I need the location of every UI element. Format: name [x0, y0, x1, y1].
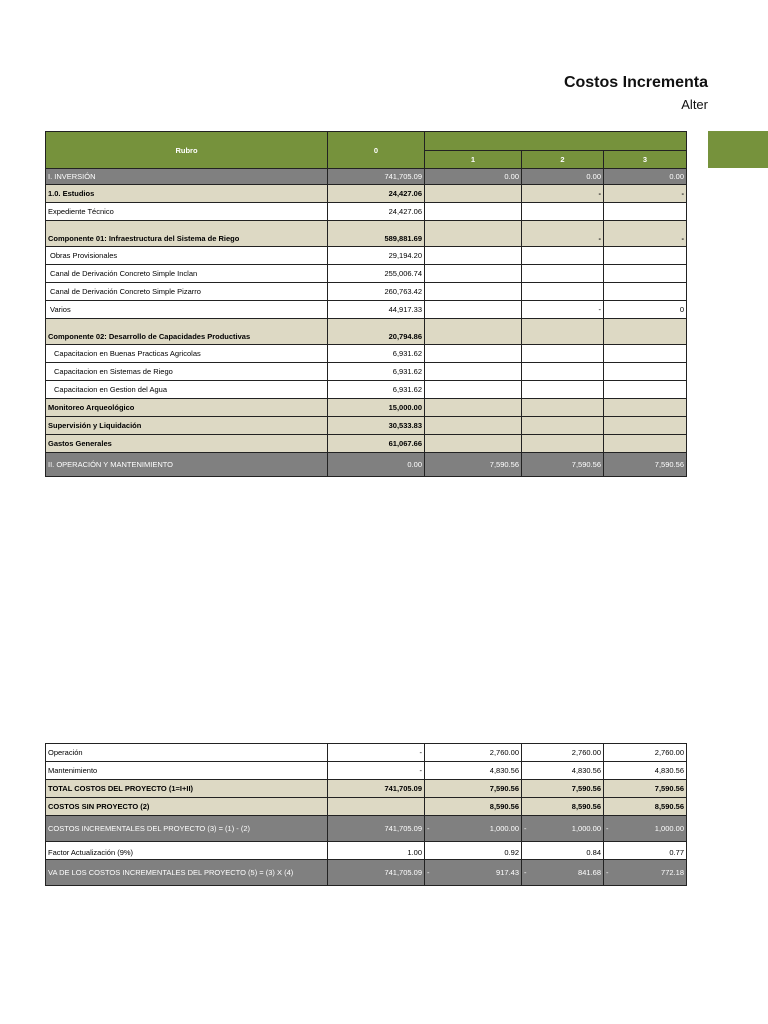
cell-y2 — [522, 381, 604, 399]
cell-y0: 741,705.09 — [328, 816, 425, 842]
minus-sign: - — [427, 868, 430, 877]
minus-sign: - — [427, 824, 430, 833]
header-year-2: 2 — [522, 150, 604, 169]
cell-y0: 255,006.74 — [328, 265, 425, 283]
page-title: Costos Incrementa — [563, 74, 708, 91]
cell-y3 — [604, 381, 687, 399]
table-row — [46, 860, 687, 886]
cell-y3: - 772.18 — [604, 860, 687, 886]
cell-y3 — [604, 435, 687, 453]
cell-y3: 8,590.56 — [604, 798, 687, 816]
cell-y2: - — [522, 185, 604, 203]
table-row — [46, 185, 687, 203]
table-row — [46, 319, 687, 345]
table-row — [46, 453, 687, 477]
cell-y2 — [522, 345, 604, 363]
cell-y3 — [604, 345, 687, 363]
cell-y3 — [604, 399, 687, 417]
cell-y1 — [425, 265, 522, 283]
cell-y3 — [604, 363, 687, 381]
table-row — [46, 221, 687, 247]
cell-y3: 7,590.56 — [604, 453, 687, 477]
cell-y0: 24,427.06 — [328, 185, 425, 203]
row-label: I. INVERSIÓN — [46, 169, 328, 185]
row-label: Expediente Técnico — [46, 203, 328, 221]
cell-y2 — [522, 363, 604, 381]
row-label: Capacitacion en Sistemas de Riego — [46, 363, 328, 381]
cell-y2 — [522, 399, 604, 417]
cell-y1 — [425, 247, 522, 265]
minus-sign: - — [524, 824, 527, 833]
row-label: Operación — [46, 744, 328, 762]
cell-y1: 8,590.56 — [425, 798, 522, 816]
cell-y3 — [604, 319, 687, 345]
table-row — [46, 744, 687, 762]
cell-y0: 20,794.86 — [328, 319, 425, 345]
cell-y2 — [522, 247, 604, 265]
cell-y3: - 1,000.00 — [604, 816, 687, 842]
cell-y3: - — [604, 221, 687, 247]
table-row — [46, 816, 687, 842]
cell-y3 — [604, 283, 687, 301]
row-label: TOTAL COSTOS DEL PROYECTO (1=I+II) — [46, 780, 328, 798]
cell-y3: 0.00 — [604, 169, 687, 185]
row-label: 1.0. Estudios — [46, 185, 328, 203]
table-row — [46, 247, 687, 265]
table-row — [46, 798, 687, 816]
cell-y1: 2,760.00 — [425, 744, 522, 762]
cell-y2: 0.84 — [522, 842, 604, 860]
row-label: COSTOS SIN PROYECTO (2) — [46, 798, 328, 816]
cell-y3: - — [604, 185, 687, 203]
row-label: COSTOS INCREMENTALES DEL PROYECTO (3) = (1) - (2) — [46, 816, 328, 842]
cell-y0: 0.00 — [328, 453, 425, 477]
cell-y1 — [425, 301, 522, 319]
cell-y0: 1.00 — [328, 842, 425, 860]
cell-y2 — [522, 265, 604, 283]
cell-y2: 8,590.56 — [522, 798, 604, 816]
cell-y1: - 917.43 — [425, 860, 522, 886]
row-label: Factor Actualización (9%) — [46, 842, 328, 860]
cell-y1: - 1,000.00 — [425, 816, 522, 842]
row-label: Componente 02: Desarrollo de Capacidades Productivas — [46, 319, 328, 345]
cell-y1 — [425, 345, 522, 363]
header-accent-band — [708, 131, 768, 168]
cell-y1 — [425, 283, 522, 301]
table-row — [46, 762, 687, 780]
cell-y3: 2,760.00 — [604, 744, 687, 762]
cell-y2 — [522, 203, 604, 221]
row-label: Obras Provisionales — [46, 247, 328, 265]
row-label: Supervisión y Liquidación — [46, 417, 328, 435]
cell-y1 — [425, 363, 522, 381]
cell-y2 — [522, 435, 604, 453]
minus-sign: - — [606, 868, 609, 877]
cell-y2: - 1,000.00 — [522, 816, 604, 842]
row-label: Mantenimiento — [46, 762, 328, 780]
cell-y2: 7,590.56 — [522, 780, 604, 798]
cell-y0: 30,533.83 — [328, 417, 425, 435]
cell-y2 — [522, 417, 604, 435]
header-year-3: 3 — [604, 150, 687, 169]
cell-y3 — [604, 247, 687, 265]
row-label: Canal de Derivación Concreto Simple Inclan — [46, 265, 328, 283]
table-row — [46, 435, 687, 453]
table-row — [46, 417, 687, 435]
minus-sign: - — [606, 824, 609, 833]
table-row — [46, 842, 687, 860]
cell-y1 — [425, 221, 522, 247]
page-subtitle: Alter — [681, 97, 708, 112]
cell-y0 — [328, 798, 425, 816]
cell-y3: 4,830.56 — [604, 762, 687, 780]
table-row — [46, 345, 687, 363]
table-row — [46, 381, 687, 399]
cell-y2: - 841.68 — [522, 860, 604, 886]
cell-y3 — [604, 265, 687, 283]
cell-y0: 6,931.62 — [328, 381, 425, 399]
header-year-0: 0 — [328, 132, 425, 169]
cell-y2 — [522, 319, 604, 345]
cell-y0: 741,705.09 — [328, 780, 425, 798]
cell-y0: 29,194.20 — [328, 247, 425, 265]
row-label: Monitoreo Arqueológico — [46, 399, 328, 417]
row-label: II. OPERACIÓN Y MANTENIMIENTO — [46, 453, 328, 477]
header-years-band — [425, 132, 687, 151]
cell-y1 — [425, 185, 522, 203]
cell-y0: - — [328, 762, 425, 780]
cell-y0: 741,705.09 — [328, 860, 425, 886]
investment-table — [45, 131, 687, 477]
cell-y3: 0 — [604, 301, 687, 319]
cell-y0: 6,931.62 — [328, 345, 425, 363]
cell-y0: 741,705.09 — [328, 169, 425, 185]
header-year-1: 1 — [425, 150, 522, 169]
cell-y1 — [425, 417, 522, 435]
table-row — [46, 301, 687, 319]
table-row — [46, 780, 687, 798]
cell-y0: - — [328, 744, 425, 762]
table-row — [46, 399, 687, 417]
table-row — [46, 283, 687, 301]
row-label: VA DE LOS COSTOS INCREMENTALES DEL PROYECTO (5) = (3) X (4) — [46, 860, 328, 886]
cell-y0: 15,000.00 — [328, 399, 425, 417]
cell-y1: 4,830.56 — [425, 762, 522, 780]
cell-y0: 260,763.42 — [328, 283, 425, 301]
cell-y3: 0.77 — [604, 842, 687, 860]
cell-y1: 0.00 — [425, 169, 522, 185]
cell-y2: 4,830.56 — [522, 762, 604, 780]
cell-y1: 0.92 — [425, 842, 522, 860]
cell-y2: - — [522, 221, 604, 247]
row-label: Capacitacion en Buenas Practicas Agricolas — [46, 345, 328, 363]
cell-y1 — [425, 435, 522, 453]
cell-y3 — [604, 417, 687, 435]
row-label: Capacitacion en Gestion del Agua — [46, 381, 328, 399]
cell-y2: 7,590.56 — [522, 453, 604, 477]
summary-table — [45, 743, 687, 886]
cell-y1: 7,590.56 — [425, 780, 522, 798]
row-label: Varios — [46, 301, 328, 319]
cell-y3: 7,590.56 — [604, 780, 687, 798]
cell-y3 — [604, 203, 687, 221]
cell-y2: 0.00 — [522, 169, 604, 185]
row-label: Gastos Generales — [46, 435, 328, 453]
row-label: Canal de Derivación Concreto Simple Pizarro — [46, 283, 328, 301]
cell-y2: - — [522, 301, 604, 319]
cell-y2: 2,760.00 — [522, 744, 604, 762]
cell-y0: 24,427.06 — [328, 203, 425, 221]
table-row — [46, 363, 687, 381]
cell-y2 — [522, 283, 604, 301]
cell-y0: 6,931.62 — [328, 363, 425, 381]
header-rubro: Rubro — [46, 132, 328, 169]
table-row — [46, 265, 687, 283]
cell-y0: 589,881.69 — [328, 221, 425, 247]
cell-y1 — [425, 381, 522, 399]
cell-y1 — [425, 399, 522, 417]
cell-y1: 7,590.56 — [425, 453, 522, 477]
table-row — [46, 203, 687, 221]
cell-y1 — [425, 319, 522, 345]
cell-y0: 44,917.33 — [328, 301, 425, 319]
table-row — [46, 169, 687, 185]
minus-sign: - — [524, 868, 527, 877]
row-label: Componente 01: Infraestructura del Sistema de Riego — [46, 221, 328, 247]
cell-y0: 61,067.66 — [328, 435, 425, 453]
cell-y1 — [425, 203, 522, 221]
